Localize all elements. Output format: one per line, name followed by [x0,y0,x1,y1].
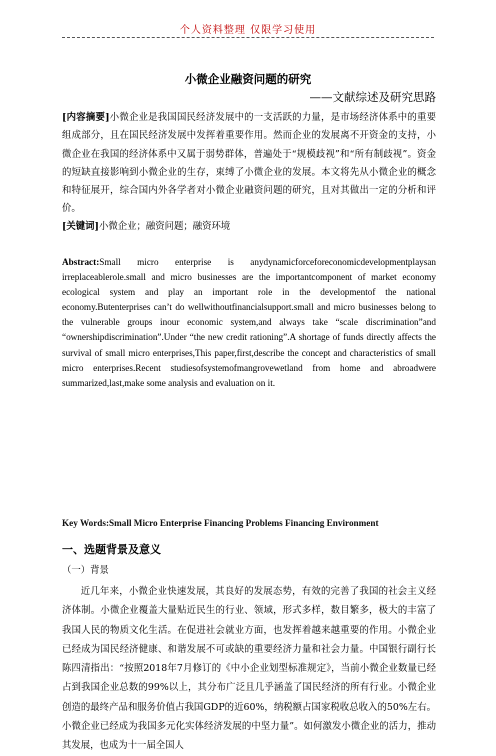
english-keywords [62,518,436,528]
keywords-text: 小微企业；融资问题；融资环境 [99,221,231,232]
english-abstract-text: Small micro enterprise is anydynamicforceforeconomicdevelopmentplaysan irreplaceablerole.small and micro businesses are the importantcomponent of market economy ecological system and play an important role in the developmentof the national economy.Butenterprises can’t do wellwithoutfinancialsupport.small and micro businesses belong to the vulnerable groups inour economic system,and always take “scale discrimination”and “ownershipdiscrimination”.Under “the new credit rationing”.A shortage of funds directly affects the survival of small micro enterprises,This paper,first,describe the concept and characteristics of small micro enterprises.Recent studiesofsystemofmangrovewetland from home and abroadwere summarized,last,make some analysis and evaluation on it. [62,257,436,388]
section-heading: 一、选题背景及意义 [62,543,161,556]
chinese-abstract [62,109,436,219]
paper-title: 小微企业融资问题的研究 [184,72,312,86]
subsection-heading: （一）背景 [62,565,109,576]
chinese-keywords [62,218,436,236]
keywords-label: [关键词] [62,221,99,232]
body-paragraph: 近几年来，小微企业快速发展，其良好的发展态势，有效的完善了我国的社会主义经济体制。小微企业覆盖大量贴近民生的行业、领域，形式多样，数目繁多，极大的丰富了我国人民的物质文化生活。在促进社会就业方面，也发挥着越来越重要的作用。小微企业已经成为国民经济健康、和谐发展不可或缺的重要经济力量和社会力量。中国银行副行长陈四清指出：“按照2018年7月修订的《中小企业划型标准规定》，当前小微企业数量已经占到我国企业总数的99%以上，其分布广泛且几乎涵盖了国民经济的所有行业。小微企业创造的最终产品和服务价值占我国GDP的近60%，纳税额占国家税收总收入的50%左右。小微企业已经成为我国多元化实体经济发展的中坚力量”。如何激发小微企业的活力，推动其发展，也成为十一届全国人 [62,586,436,752]
english-keywords-label: Key Words: [62,518,110,528]
english-abstract-label: Abstract: [62,257,100,267]
paper-subtitle: ——文献综述及研究思路 [309,90,436,104]
abstract-text: 小微企业是我国国民经济发展中的一支活跃的力量，是市场经济体系中的重要组成部分，且在国民经济发展中发挥着重要作用。然而企业的发展离不开资金的支持，小微企业在我国的经济体系中又属于弱势群体，普遍处于“规模歧视”和“所有制歧视”。资金的短缺直接影响到小微企业的生存，束缚了小微企业的发展。本文将先从小微企业的概念和特征展开，综合国内外各学者对小微企业融资问题的研究，且对其做出一定的分析和评价。 [62,112,436,215]
page-header: 个人资料整理 仅限学习使用 [179,25,317,36]
header-divider [62,37,434,38]
english-keywords-text: Small Micro Enterprise Financing Problems Financing Environment [109,518,379,528]
abstract-label: [内容摘要] [62,112,110,123]
english-abstract [62,255,436,391]
